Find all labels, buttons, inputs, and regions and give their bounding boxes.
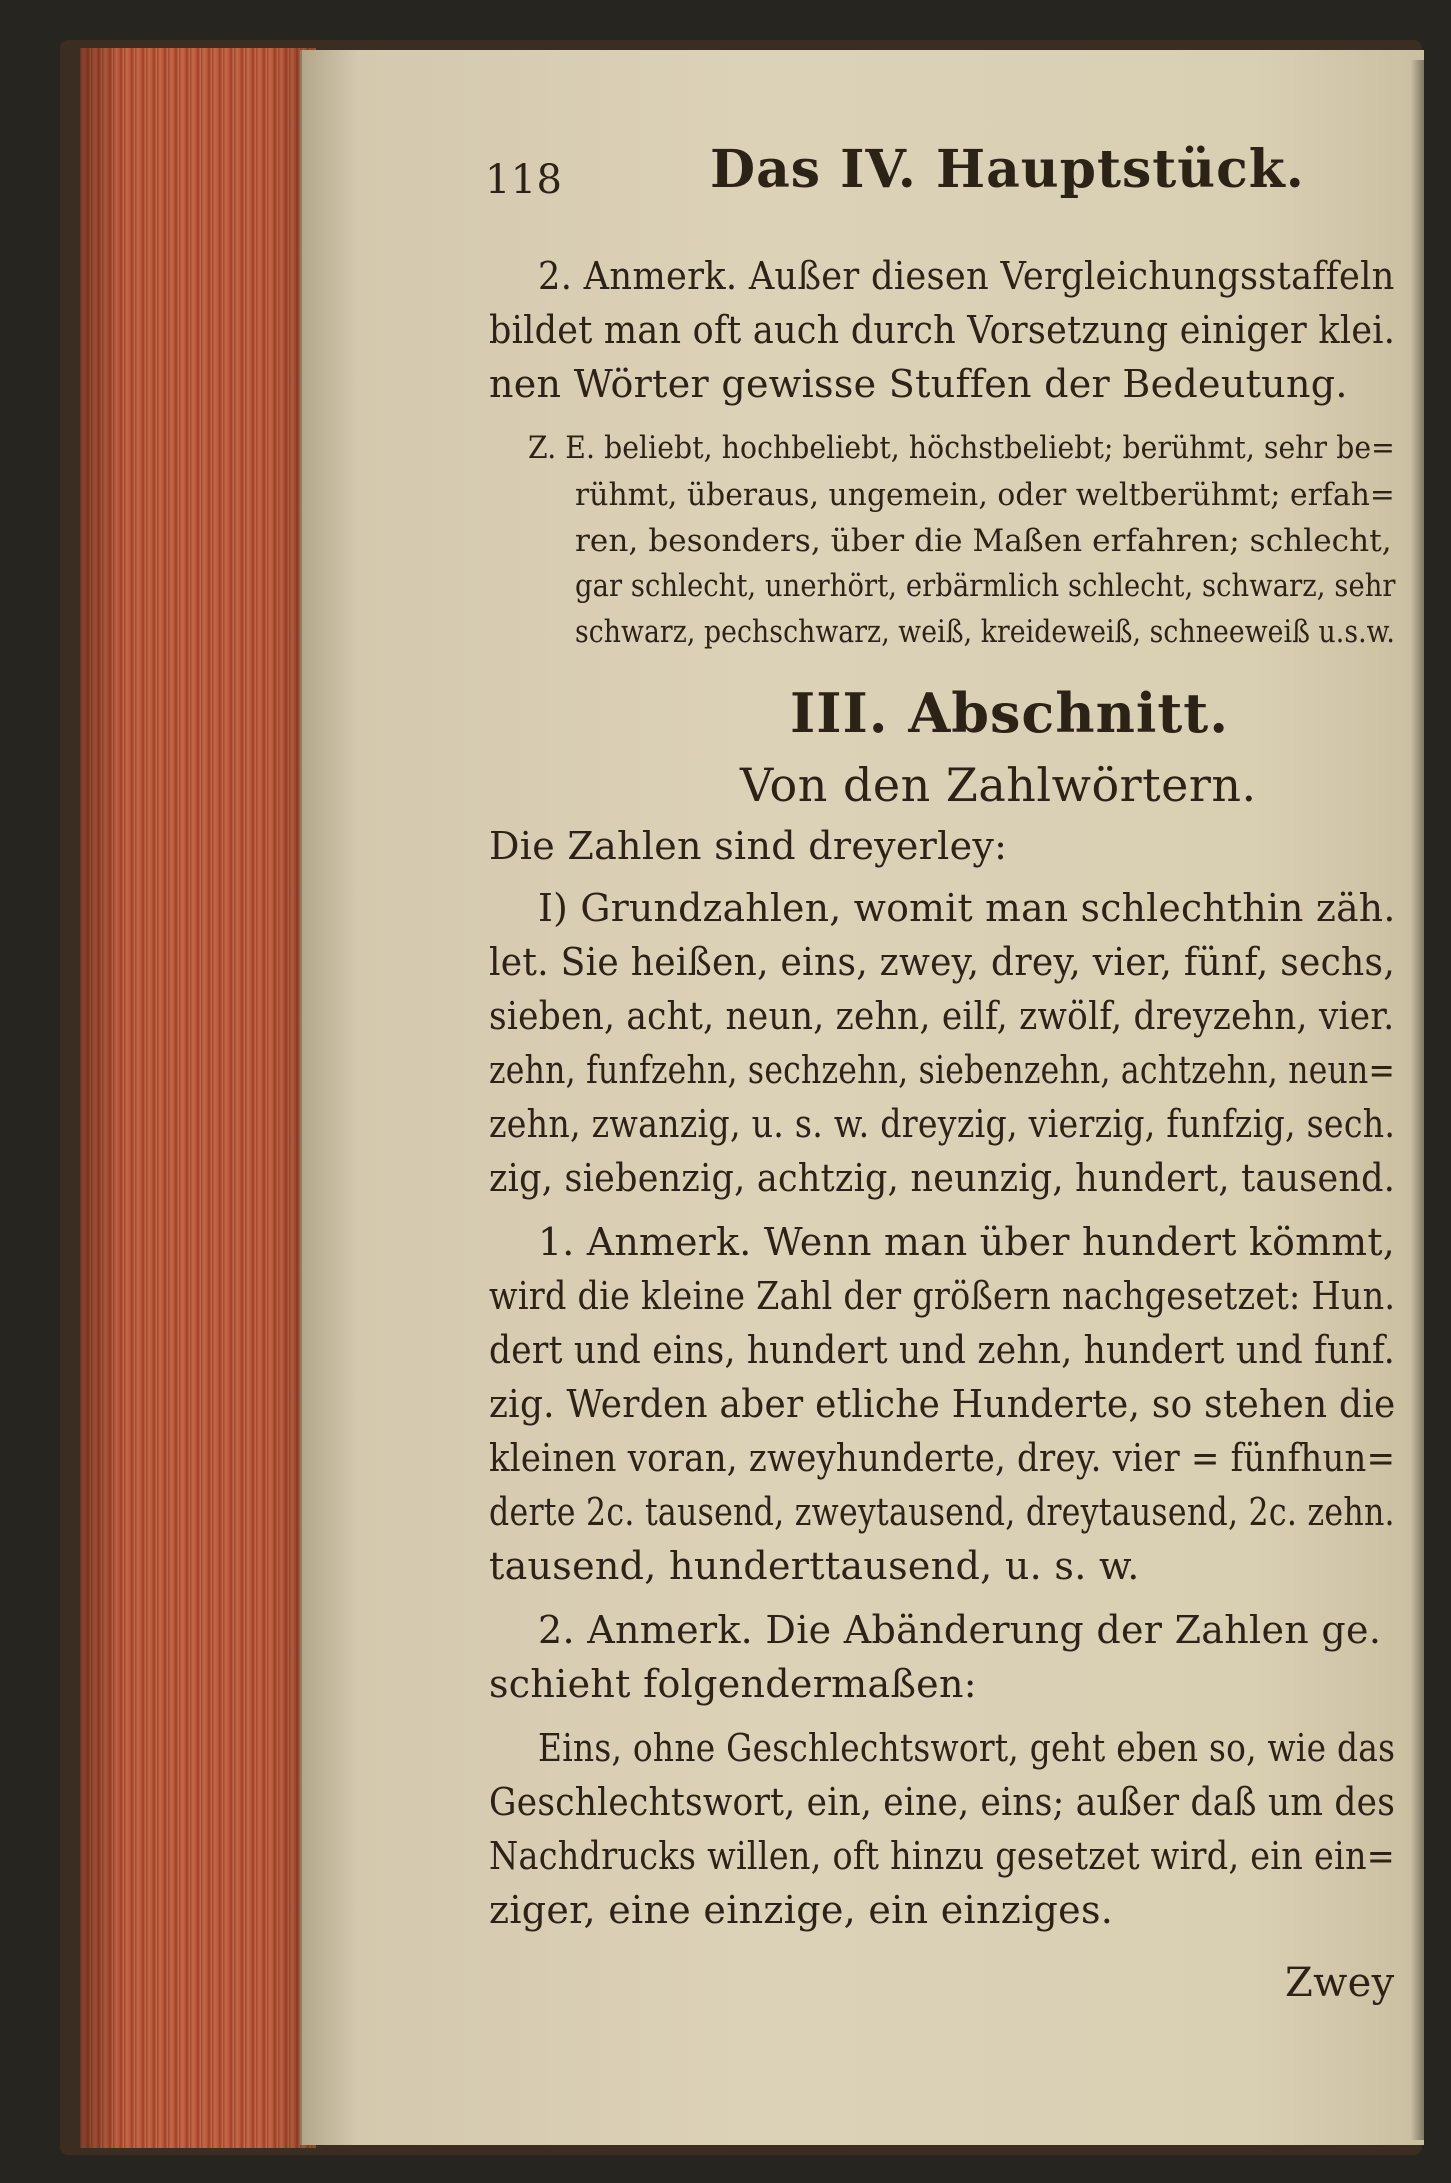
text-line: I) Grundzahlen, womit man schlechthin zäh. xyxy=(538,886,1396,930)
text-line: zehn, zwanzig, u. s. w. dreyzig, vierzig, funfzig, sech. xyxy=(489,1102,1396,1146)
text-line: sieben, acht, neun, zehn, eilf, zwölf, dreyzehn, vier. xyxy=(489,994,1395,1038)
text-line: let. Sie heißen, eins, zwey, drey, vier, fünf, sechs, xyxy=(489,940,1396,984)
text-line: Die Zahlen sind dreyerley: xyxy=(489,824,1008,868)
text-line-small: ren, besonders, über die Maßen erfahren; schlecht, xyxy=(575,523,1392,559)
page-right-edge xyxy=(1410,60,1424,2140)
text-line: ziger, eine einzige, ein einziges. xyxy=(489,1888,1114,1932)
text-line: zig. Werden aber etliche Hunderte, so stehen die xyxy=(489,1382,1396,1426)
text-line-small: schwarz, pechschwarz, weiß, kreideweiß, schneeweiß u.s.w. xyxy=(575,614,1395,650)
text-line: wird die kleine Zahl der größern nachgesetzet: Hun. xyxy=(489,1274,1396,1318)
text-line: schieht folgendermaßen: xyxy=(489,1662,977,1706)
text-line-small: Z. E. beliebt, hochbeliebt, höchstbeliebt; berühmt, sehr be= xyxy=(528,430,1395,466)
text-line: derte 2c. tausend, zweytausend, dreytausend, 2c. zehn. xyxy=(489,1490,1395,1534)
text-line: 1. Anmerk. Wenn man über hundert kömmt, xyxy=(538,1220,1396,1264)
catchword: Zwey xyxy=(1285,1960,1395,2006)
page-number: 118 xyxy=(485,157,563,203)
text-line-small: rühmt, überaus, ungemein, oder weltberühmt; erfah= xyxy=(575,477,1395,513)
text-line: zig, siebenzig, achtzig, neunzig, hundert, tausend. xyxy=(489,1156,1396,1200)
text-line: 2. Anmerk. Die Abänderung der Zahlen ge. xyxy=(538,1608,1382,1652)
section-subtitle: Von den Zahlwörtern. xyxy=(740,758,1257,812)
text-line: 2. Anmerk. Außer diesen Vergleichungsstaffeln xyxy=(538,254,1395,298)
text-line: tausend, hunderttausend, u. s. w. xyxy=(489,1544,1140,1588)
text-line: zehn, funfzehn, sechzehn, siebenzehn, achtzehn, neun= xyxy=(489,1048,1396,1092)
text-line: dert und eins, hundert und zehn, hundert und funf. xyxy=(489,1328,1395,1372)
running-head: Das IV. Hauptstück. xyxy=(710,139,1305,200)
text-line: Geschlechtswort, ein, eine, eins; außer daß um des xyxy=(489,1780,1396,1824)
text-line-small: gar schlecht, unerhört, erbärmlich schlecht, schwarz, sehr xyxy=(575,568,1396,604)
text-line: Nachdrucks willen, oft hinzu gesetzet wird, ein ein= xyxy=(489,1834,1396,1878)
text-line: kleinen voran, zweyhunderte, drey. vier = fünfhun= xyxy=(489,1436,1396,1480)
text-line: bildet man oft auch durch Vorsetzung einiger klei. xyxy=(489,308,1396,352)
text-line: nen Wörter gewisse Stuffen der Bedeutung. xyxy=(489,362,1348,406)
section-title: III. Abschnitt. xyxy=(790,681,1230,745)
text-line: Eins, ohne Geschlechtswort, geht eben so, wie das xyxy=(538,1726,1396,1770)
page-edges-shadow xyxy=(80,48,316,2148)
